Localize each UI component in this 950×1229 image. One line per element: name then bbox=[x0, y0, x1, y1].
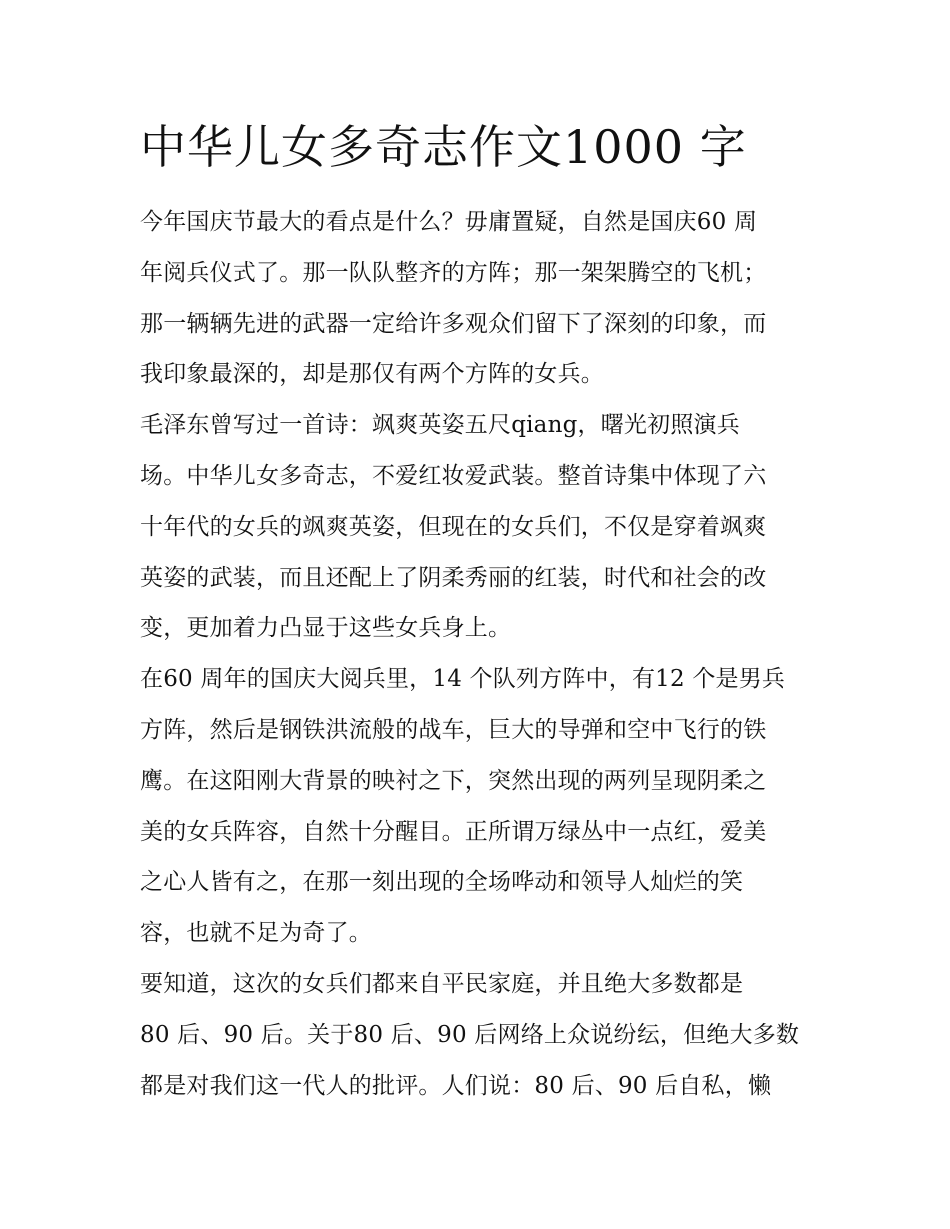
text-line: 毛泽东曾写过一首诗：飒爽英姿五尺qiang，曙光初照演兵 bbox=[140, 412, 740, 439]
text-line: 今年国庆节最大的看点是什么？毋庸置疑，自然是国庆60 周 bbox=[140, 209, 758, 235]
document-title: 中华儿女多奇志作文1000 字 bbox=[140, 120, 747, 174]
text-line: 鹰。在这阳刚大背景的映衬之下，突然出现的两列呈现阴柔之 bbox=[140, 767, 767, 794]
paragraph-1 bbox=[140, 197, 840, 400]
document-body bbox=[140, 197, 840, 1111]
text-line: 场。中华儿女多奇志，不爱红妆爱武装。整首诗集中体现了六 bbox=[140, 462, 767, 489]
paragraph-4 bbox=[140, 959, 840, 1111]
text-line: 英姿的武装，而且还配上了阴柔秀丽的红装，时代和社会的改 bbox=[140, 564, 767, 591]
text-line: 十年代的女兵的飒爽英姿，但现在的女兵们，不仅是穿着飒爽 bbox=[140, 513, 767, 540]
text-line: 之心人皆有之，在那一刻出现的全场哗动和领导人灿烂的笑 bbox=[140, 869, 744, 896]
text-line: 年阅兵仪式了。那一队队整齐的方阵；那一架架腾空的飞机； bbox=[140, 259, 767, 286]
text-line: 变，更加着力凸显于这些女兵身上。 bbox=[140, 615, 512, 642]
text-line: 80 后、90 后。关于80 后、90 后网络上众说纷纭，但绝大多数 bbox=[140, 1021, 800, 1048]
text-line: 都是对我们这一代人的批评。人们说：80 后、90 后自私，懒 bbox=[140, 1072, 772, 1099]
text-line: 我印象最深的，却是那仅有两个方阵的女兵。 bbox=[140, 361, 604, 388]
paragraph-2 bbox=[140, 400, 840, 654]
text-line: 那一辆辆先进的武器一定给许多观众们留下了深刻的印象，而 bbox=[140, 310, 767, 337]
text-line: 在60 周年的国庆大阅兵里，14 个队列方阵中，有12 个是男兵 bbox=[140, 666, 786, 693]
text-line: 方阵，然后是钢铁洪流般的战车，巨大的导弹和空中飞行的铁 bbox=[140, 716, 767, 743]
text-line: 容，也就不足为奇了。 bbox=[140, 920, 372, 947]
text-line: 美的女兵阵容，自然十分醒目。正所谓万绿丛中一点红，爱美 bbox=[140, 818, 767, 845]
text-line: 要知道，这次的女兵们都来自平民家庭，并且绝大多数都是 bbox=[140, 970, 744, 997]
paragraph-3 bbox=[140, 654, 840, 959]
